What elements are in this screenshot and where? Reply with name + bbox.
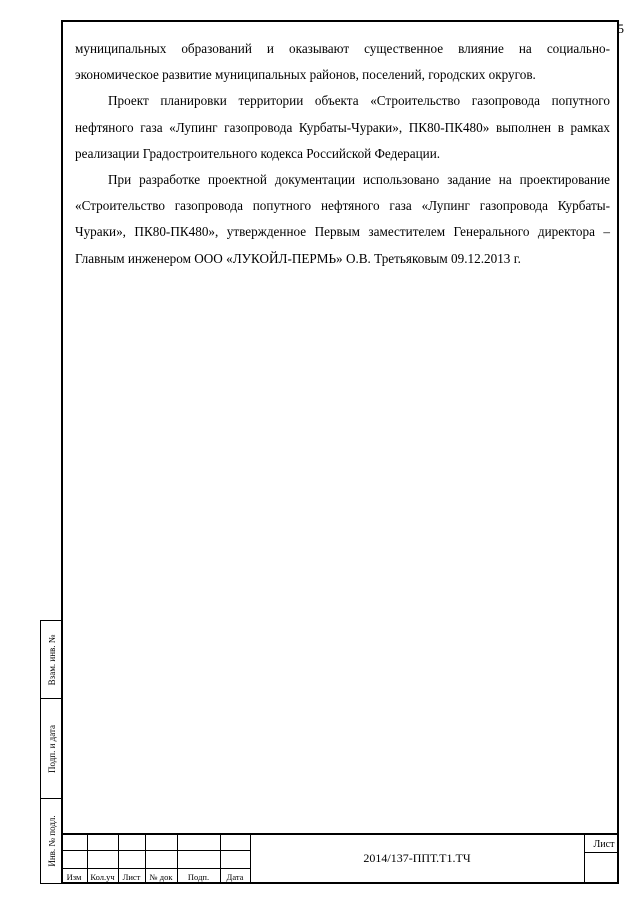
inv-podl-label: Инв. № подл.: [46, 815, 57, 867]
col-kol-uch: Кол.уч: [90, 872, 115, 882]
side-field-vzam: [41, 621, 62, 699]
sheet-label: Лист: [593, 839, 615, 850]
col-n-dok: № док: [149, 872, 173, 882]
side-field-podp: [41, 699, 62, 799]
col-podp: Подп.: [187, 872, 210, 882]
stamp-row-line: [61, 850, 250, 851]
paragraph-3: При разработке проектной документации использовано задание на проектирование «Строительство газопровода попутного нефтяного газа «Лупинг газопровода Курбаты-Чураки», ПК80-ПК480», утвержденное Первым заместителем Генерального директора – Главным инженером ООО «ЛУКОЙЛ-ПЕРМЬ» О.В. Третьяковым 09.12.2013 г.: [75, 172, 610, 266]
vzam-inv-label: Взам. инв. №: [46, 634, 57, 685]
stamp-row-line: [61, 868, 250, 869]
document-code: 2014/137-ППТ.Т1.ТЧ: [363, 851, 471, 865]
title-block: [61, 833, 619, 884]
side-stamp: [40, 620, 61, 884]
paragraph-1: муниципальных образований и оказывают существенное влияние на социально-экономическое развитие муниципальных районов, поселений, городских округов.: [75, 41, 610, 83]
stamp-row-line: [584, 852, 619, 853]
document-body: [75, 36, 610, 272]
podp-data-label: Подп. и дата: [46, 724, 57, 773]
side-field-inv: [41, 799, 62, 883]
paragraph-2: Проект планировки территории объекта «Строительство газопровода попутного нефтяного газа «Лупинг газопровода Курбаты-Чураки», ПК80-ПК480» выполнен в рамках реализации Градостроительного кодекса Российской Федерации.: [75, 93, 610, 161]
col-list: Лист: [122, 872, 141, 882]
page-number: 5: [617, 21, 624, 36]
col-data: Дата: [226, 872, 244, 882]
stamp-divider: [584, 835, 585, 884]
col-izm: Изм: [66, 872, 82, 882]
